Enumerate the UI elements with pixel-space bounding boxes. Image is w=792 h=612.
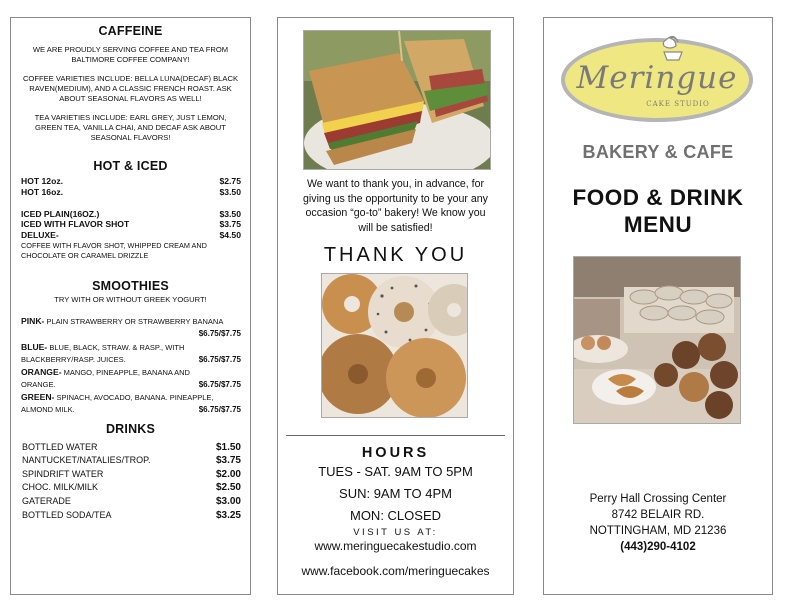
item-price: $3.50: [219, 186, 241, 197]
deluxe-description: COFFEE WITH FLAVOR SHOT, WHIPPED CREAM AND CHOCOLATE OR CARAMEL DRIZZLE: [21, 240, 207, 260]
item-price: $2.50: [215, 482, 241, 494]
smoothie-name: PINK-: [21, 315, 45, 326]
thank-you-heading: THANK YOU: [323, 244, 468, 266]
menu-item: [11, 209, 250, 220]
smoothie-desc: BLUE, BLACK, STRAW. & RASP., WITH BLACKBERRY/RASP. JUICES.: [21, 342, 185, 364]
smoothies-heading: SMOOTHIES: [92, 278, 169, 293]
hours-line: MON: CLOSED: [349, 508, 441, 523]
menu-title-line1: FOOD & DRINK: [572, 185, 744, 210]
item-name: NANTUCKET/NATALIES/TROP.: [22, 455, 151, 466]
thanks-line: giving us the opportunity to be your any: [303, 192, 488, 205]
drinks-heading: DRINKS: [105, 421, 156, 436]
menu-item: [11, 230, 250, 241]
smoothie-name: BLUE-: [21, 341, 48, 352]
hours-heading: HOURS: [361, 445, 430, 461]
menu-item: [11, 481, 250, 495]
menu-item: [11, 468, 250, 482]
smoothie-price: $6.75/$7.75: [198, 328, 241, 338]
coffee-varieties: COFFEE VARIETIES INCLUDE: BELLA LUNA(DECAF) BLACK RAVEN(MEDIUM), AND A CLASSIC FRENCH ROAST. ASK ABOUT SEASONAL FLAVORS AS WELL!: [22, 74, 239, 103]
item-price: $3.75: [219, 219, 241, 230]
item-price: $4.50: [219, 230, 241, 241]
smoothies-subtitle: TRY WITH OR WITHOUT GREEK YOGURT!: [54, 294, 207, 304]
item-name: HOT 12oz.: [21, 176, 64, 186]
pastries-photo: [573, 256, 741, 424]
menu-item: [11, 454, 250, 468]
thanks-line: will be satisfied!: [358, 221, 433, 234]
menu-panel-thanks: [277, 17, 514, 595]
visit-us-label: VISIT US AT:: [353, 527, 438, 538]
caffeine-heading: CAFFEINE: [98, 24, 163, 38]
smoothie-price: $6.75/$7.75: [198, 354, 241, 364]
item-price: $2.75: [219, 176, 241, 186]
item-name: CHOC. MILK/MILK: [22, 482, 99, 493]
facebook-link[interactable]: www.facebook.com/meringuecakes: [301, 564, 490, 578]
item-price: $3.00: [215, 495, 241, 507]
address-line: 8742 BELAIR RD.: [611, 509, 705, 521]
address-block: [544, 491, 772, 555]
menu-item: [11, 509, 250, 523]
item-name: SPINDRIFT WATER: [22, 468, 104, 479]
item-price: $3.50: [219, 208, 241, 219]
logo-subtext: CAKE STUDIO: [646, 100, 710, 108]
smoothie-item: [11, 366, 227, 391]
item-name: DELUXE-: [21, 230, 59, 241]
hot-iced-heading: HOT & ICED: [93, 159, 168, 173]
smoothie-desc: MANGO, PINEAPPLE, BANANA AND ORANGE.: [21, 367, 190, 389]
menu-panel-drinks: [10, 17, 251, 595]
thanks-line: occasion “go-to” bakery! We know you: [305, 207, 486, 220]
logo-text: Meringue: [576, 60, 738, 96]
menu-item: [11, 441, 250, 455]
thanks-message: [278, 177, 513, 235]
menu-title-line2: MENU: [623, 212, 693, 237]
item-name: ICED WITH FLAVOR SHOT: [21, 219, 130, 230]
meringue-logo: [558, 30, 756, 126]
hot-iced-list: [11, 176, 250, 261]
tea-varieties: TEA VARIETIES INCLUDE: EARL GREY, JUST LEMON, GREEN TEA, VANILLA CHAI, AND DECAF ASK ABOUT SEASONAL FLAVORS!: [34, 113, 227, 142]
address-line: Perry Hall Crossing Center: [589, 493, 727, 505]
smoothie-name: ORANGE-: [21, 366, 62, 377]
smoothie-name: GREEN-: [21, 391, 55, 402]
item-price: $3.75: [215, 455, 241, 467]
bagels-photo: [321, 273, 468, 418]
phone-number: (443)290-4102: [620, 541, 696, 553]
bakery-cafe-subtitle: BAKERY & CAFE: [582, 142, 734, 162]
menu-item: [11, 187, 250, 198]
menu-panel-cover: [543, 17, 773, 595]
smoothie-desc: PLAIN STRAWBERRY OR STRAWBERRY BANANA: [44, 316, 224, 326]
item-price: $1.50: [215, 441, 241, 453]
thanks-line: We want to thank you, in advance, for: [306, 178, 485, 190]
smoothie-item: [11, 315, 250, 338]
caffeine-intro: WE ARE PROUDLY SERVING COFFEE AND TEA FROM BALTIMORE COFFEE COMPANY!: [32, 45, 229, 64]
sandwich-photo: [303, 30, 491, 170]
website-link[interactable]: www.meringuecakestudio.com: [314, 539, 477, 553]
address-line: NOTTINGHAM, MD 21236: [589, 525, 727, 537]
item-name: HOT 16oz.: [21, 186, 64, 197]
item-name: ICED PLAIN(16OZ.): [21, 208, 100, 219]
menu-item: [11, 495, 250, 509]
hours-line: TUES - SAT. 9AM TO 5PM: [318, 464, 473, 479]
hours-line: SUN: 9AM TO 4PM: [339, 486, 452, 501]
smoothie-desc: SPINACH, AVOCADO, BANANA. PINEAPPLE, ALMOND MILK.: [21, 392, 214, 414]
item-name: GATERADE: [22, 495, 71, 506]
smoothie-price: $6.75/$7.75: [198, 379, 241, 389]
item-price: $2.00: [215, 468, 241, 480]
item-name: BOTTLED WATER: [22, 441, 98, 452]
smoothie-price: $6.75/$7.75: [198, 404, 241, 414]
section-divider: [286, 435, 505, 436]
menu-item: [11, 219, 250, 230]
item-price: $3.25: [215, 509, 241, 521]
menu-item: [11, 176, 250, 187]
item-name: BOTTLED SODA/TEA: [22, 509, 112, 520]
drinks-list: [11, 441, 250, 523]
